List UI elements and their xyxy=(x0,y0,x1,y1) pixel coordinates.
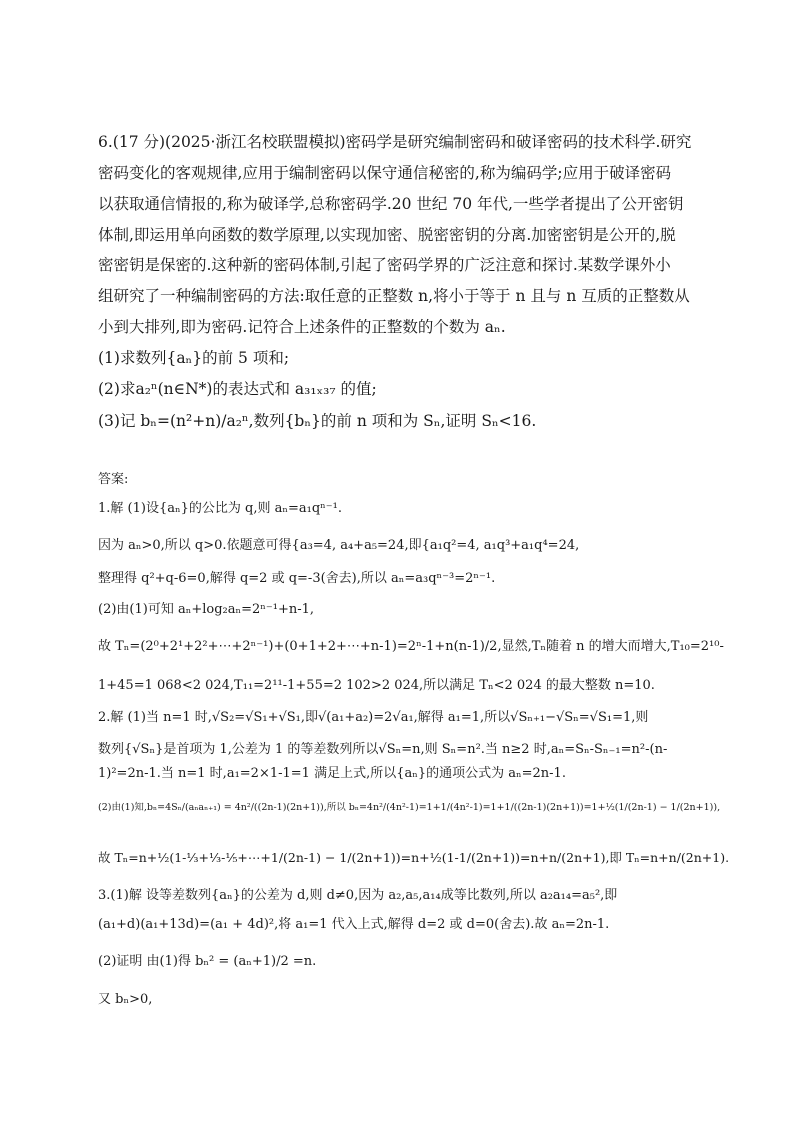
problem-part-2: (2)求a₂ⁿ(n∈N*)的表达式和 a₃₁ₓ₃₇ 的值; xyxy=(98,380,377,398)
answers-label: 答案: xyxy=(98,472,129,487)
problem-line: 体制,即运用单向函数的数学原理,以实现加密、脱密密钥的分离.加密密钥是公开的,脱 xyxy=(98,226,676,244)
problem-line: 密密钥是保密的.这种新的密码体制,引起了密码学界的广泛注意和探讨.某数学课外小 xyxy=(98,256,671,274)
problem-line: 6.(17 分)(2025·浙江名校联盟模拟)密码学是研究编制密码和破译密码的技术科学.研究 xyxy=(98,133,692,151)
problem-line: 密码变化的客观规律,应用于编制密码以保守通信秘密的,称为编码学;应用于破译密码 xyxy=(98,164,672,182)
answer-line: (2)证明 由(1)得 bₙ² = (aₙ+1)/2 =n. xyxy=(98,954,317,969)
answer-line: 1.解 (1)设{aₙ}的公比为 q,则 aₙ=a₁qⁿ⁻¹. xyxy=(98,501,342,516)
answer-line: 整理得 q²+q-6=0,解得 q=2 或 q=-3(舍去),所以 aₙ=a₃qⁿ⁻³=2ⁿ⁻¹. xyxy=(98,571,496,586)
answer-line: 1)²=2n-1.当 n=1 时,a₁=2×1-1=1 满足上式,所以{aₙ}的通项公式为 aₙ=2n-1. xyxy=(98,766,566,781)
answer-line: (2)由(1)知,bₙ=4Sₙ/(aₙaₙ₊₁) = 4n²/((2n-1)(2n+1)),所以 bₙ=4n²/(4n²-1)=1+1/(4n²-1)=1+1/((2n-1)(2n+1))=1+½(1/(2n-1) − 1/(2n+1)), xyxy=(98,802,721,813)
answer-line: 数列{√Sₙ}是首项为 1,公差为 1 的等差数列所以√Sₙ=n,则 Sₙ=n².当 n≥2 时,aₙ=Sₙ-Sₙ₋₁=n²-(n- xyxy=(98,742,668,757)
problem-line: 以获取通信情报的,称为破译学,总称密码学.20 世纪 70 年代,一些学者提出了公开密钥 xyxy=(98,195,684,213)
problem-line: 组研究了一种编制密码的方法:取任意的正整数 n,将小于等于 n 且与 n 互质的正整数从 xyxy=(98,287,690,305)
problem-part-1: (1)求数列{aₙ}的前 5 项和; xyxy=(98,349,290,367)
answer-line: 3.(1)解 设等差数列{aₙ}的公差为 d,则 d≠0,因为 a₂,a₅,a₁₄成等比数列,所以 a₂a₁₄=a₅²,即 xyxy=(98,888,618,903)
answer-line: 1+45=1 068<2 024,T₁₁=2¹¹-1+55=2 102>2 024,所以满足 Tₙ<2 024 的最大整数 n=10. xyxy=(98,678,655,693)
answer-line: 故 Tₙ=n+½(1-⅓+⅓-⅕+⋯+1/(2n-1) − 1/(2n+1))=n+½(1-1/(2n+1))=n+n/(2n+1),即 Tₙ=n+n/(2n+1). xyxy=(98,850,730,865)
answer-line: 2.解 (1)当 n=1 时,√S₂=√S₁+√S₁,即√(a₁+a₂)=2√a₁,解得 a₁=1,所以√Sₙ₊₁−√Sₙ=√S₁=1,则 xyxy=(98,710,649,725)
problem-part-3: (3)记 bₙ=(n²+n)/a₂ⁿ,数列{bₙ}的前 n 项和为 Sₙ,证明 Sₙ<16. xyxy=(98,412,537,430)
answer-line: 又 bₙ>0, xyxy=(98,992,153,1007)
problem-line: 小到大排列,即为密码.记符合上述条件的正整数的个数为 aₙ. xyxy=(98,318,506,336)
answer-line: (a₁+d)(a₁+13d)=(a₁ + 4d)²,将 a₁=1 代入上式,解得 d=2 或 d=0(舍去).故 aₙ=2n-1. xyxy=(98,917,610,932)
answer-line: 因为 aₙ>0,所以 q>0.依题意可得{a₃=4, a₄+a₅=24,即{a₁q²=4, a₁q³+a₁q⁴=24, xyxy=(98,538,580,553)
answer-line: 故 Tₙ=(2⁰+2¹+2²+⋯+2ⁿ⁻¹)+(0+1+2+⋯+n-1)=2ⁿ-1+n(n-1)/2,显然,Tₙ随着 n 的增大而增大,T₁₀=2¹⁰- xyxy=(98,639,724,654)
answer-line: (2)由(1)可知 aₙ+log₂aₙ=2ⁿ⁻¹+n-1, xyxy=(98,602,315,617)
